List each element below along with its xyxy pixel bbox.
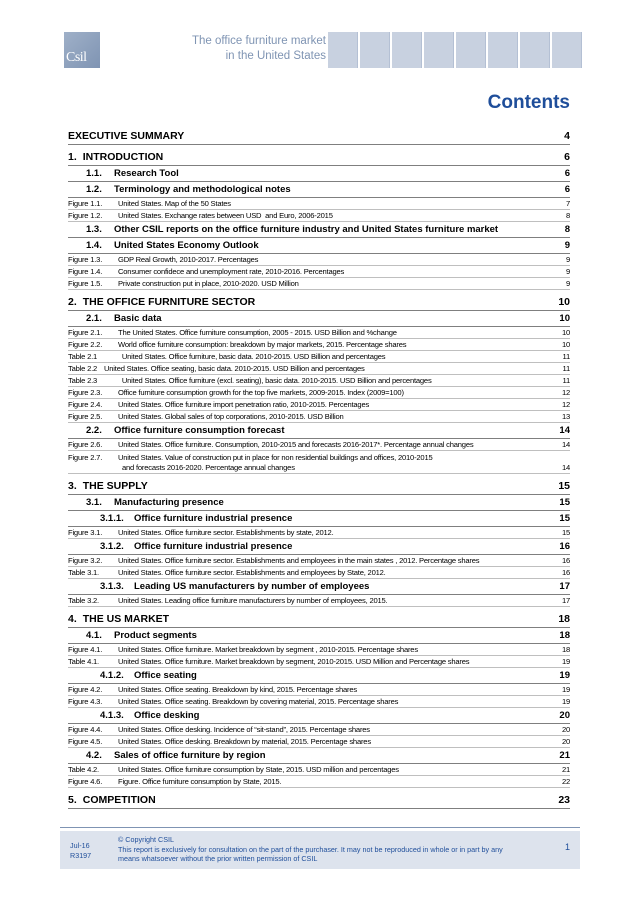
toc-entry-page: 19 xyxy=(559,669,570,681)
toc-entry-text: Office furniture industrial presence xyxy=(134,512,293,524)
toc-entry-title xyxy=(68,568,554,578)
toc-entry-page: 16 xyxy=(559,540,570,552)
toc-entry-text: Other CSIL reports on the office furniture industry and United States furniture market xyxy=(114,223,499,235)
toc-entry-page: 18 xyxy=(559,629,570,641)
toc-entry-number: Table 2.2 xyxy=(68,363,98,373)
toc-entry-number: Figure 1.3. xyxy=(68,254,103,264)
toc-entry[interactable] xyxy=(68,278,570,290)
toc-entry-text: United States. Office seating. Breakdown by covering material, 2015. Percentage shares xyxy=(118,696,399,706)
toc-entry-page: 21 xyxy=(559,749,570,761)
toc-entry-page: 18 xyxy=(561,644,570,654)
toc-entry-text: COMPETITION xyxy=(82,794,156,806)
toc-entry-text: United States Economy Outlook xyxy=(114,239,259,251)
toc-entry[interactable] xyxy=(68,411,570,423)
toc-entry[interactable] xyxy=(68,628,570,644)
toc-entry-page: 12 xyxy=(561,399,570,409)
toc-entry-text: United States. Office furniture. Market breakdown by segment, 2010-2015. USD Million and Percentage shares xyxy=(118,656,470,666)
toc-entry[interactable] xyxy=(68,311,570,327)
toc-entry-title xyxy=(68,657,554,667)
toc-entry-text-continued: and forecasts 2016-2020. Percentage annual changes xyxy=(122,463,295,472)
toc-entry-page: 9 xyxy=(565,266,570,276)
toc-entry-text: GDP Real Growth, 2010-2017. Percentages xyxy=(118,254,259,264)
toc-entry[interactable] xyxy=(68,776,570,788)
contents-heading: Contents xyxy=(487,92,570,113)
report-title xyxy=(150,34,326,64)
toc-entry-text: United States. Office furniture consumption by State, 2015. USD million and percentages xyxy=(118,764,399,774)
toc-entry-title xyxy=(100,711,554,721)
toc-entry-page: 11 xyxy=(562,351,570,361)
toc-entry-number: 3.1.3. xyxy=(100,580,124,592)
toc-entry-title xyxy=(68,211,554,221)
toc-entry-number: 3.1. xyxy=(86,496,102,508)
toc-entry[interactable] xyxy=(68,327,570,339)
toc-entry-number: Figure 4.5. xyxy=(68,736,103,746)
toc-entry-title xyxy=(68,440,554,450)
toc-entry[interactable] xyxy=(68,495,570,511)
toc-entry-text: United States. Map of the 50 States xyxy=(118,198,231,208)
toc-entry-title xyxy=(68,777,554,787)
toc-entry-number: 3. xyxy=(68,480,77,492)
toc-entry-text: United States. Leading office furniture manufacturers by number of employees, 2015. xyxy=(118,595,388,605)
toc-entry[interactable] xyxy=(68,375,570,387)
toc-entry[interactable] xyxy=(68,792,570,809)
csil-logo xyxy=(64,32,100,68)
toc-entry-text: Figure. Office furniture consumption by State, 2015. xyxy=(118,776,282,786)
toc-entry-page: 17 xyxy=(561,595,570,605)
toc-entry[interactable] xyxy=(68,668,570,684)
toc-entry-page: 19 xyxy=(561,696,570,706)
toc-entry-text: Consumer confidece and unemployment rate, 2010-2016. Percentages xyxy=(118,266,345,276)
toc-entry-page: 20 xyxy=(561,724,570,734)
toc-entry-page: 20 xyxy=(561,736,570,746)
toc-entry-text: United States. Exchange rates between USD and Euro, 2006-2015 xyxy=(118,210,333,220)
toc-entry-page: 10 xyxy=(561,339,570,349)
toc-entry-text: United States. Office seating. Breakdown by kind, 2015. Percentage shares xyxy=(118,684,357,694)
report-title-line2: in the United States xyxy=(225,50,326,62)
toc-entry-number: 2.1. xyxy=(86,312,102,324)
table-of-contents xyxy=(68,128,570,809)
page-number: 1 xyxy=(564,842,570,852)
toc-entry-text: THE OFFICE FURNITURE SECTOR xyxy=(82,296,256,308)
toc-entry[interactable] xyxy=(68,696,570,708)
toc-entry-text: United States. Global sales of top corporations, 2010-2015. USD Billion xyxy=(118,411,344,421)
header-decoration xyxy=(328,32,584,68)
toc-entry-text: Basic data xyxy=(114,312,162,324)
toc-entry-page: 15 xyxy=(561,527,570,537)
toc-entry[interactable] xyxy=(68,724,570,736)
toc-entry-title xyxy=(68,697,554,707)
toc-entry-title xyxy=(68,352,554,362)
toc-entry-page: 11 xyxy=(562,375,570,385)
toc-entry[interactable] xyxy=(68,595,570,607)
toc-entry-title xyxy=(68,614,554,624)
toc-entry-title xyxy=(100,582,554,592)
toc-entry-page: 6 xyxy=(564,167,570,179)
toc-entry-number: 1.2. xyxy=(86,183,102,195)
toc-entry[interactable] xyxy=(68,363,570,375)
toc-entry-number: 2.2. xyxy=(86,424,102,436)
footer-notice: This report is exclusively for consultation on the part of the purchaser. It may not be reproduced in whole or in part by any means whatsoever without the prior written permission of CSIL xyxy=(118,844,503,863)
toc-entry[interactable] xyxy=(68,399,570,411)
toc-entry-text: United States. Office furniture sector. Establishments and employees by State, 2012. xyxy=(118,567,386,577)
toc-entry-title xyxy=(86,751,554,761)
toc-entry-number: Table 3.2. xyxy=(68,595,99,605)
toc-entry-text: Office furniture industrial presence xyxy=(134,540,293,552)
toc-entry[interactable] xyxy=(68,149,570,166)
toc-entry-text: INTRODUCTION xyxy=(82,151,164,163)
toc-entry-number: Figure 4.1. xyxy=(68,644,103,654)
toc-entry-text: United States. Value of construction put in place for non residential buildings and offices, 2010-2015 xyxy=(118,453,433,462)
toc-entry-number: Figure 3.1. xyxy=(68,527,103,537)
footer-divider xyxy=(60,827,580,828)
toc-entry-text: United States. Office furniture sector. Establishments by state, 2012. xyxy=(118,527,334,537)
toc-entry-page: 4 xyxy=(564,130,570,142)
toc-entry-page: 22 xyxy=(561,776,570,786)
toc-entry-text: Manufacturing presence xyxy=(114,496,224,508)
toc-entry-number: Table 2.1 xyxy=(68,351,98,361)
toc-entry[interactable] xyxy=(68,423,570,439)
toc-entry-title xyxy=(68,412,554,422)
toc-entry-title xyxy=(68,267,554,277)
toc-entry-number: Figure 3.2. xyxy=(68,555,103,565)
toc-entry-page: 15 xyxy=(559,496,570,508)
toc-entry-title xyxy=(68,725,554,735)
toc-entry-page: 10 xyxy=(558,296,570,308)
toc-entry-text: United States. Office furniture import penetration ratio, 2010-2015. Percentages xyxy=(118,399,370,409)
toc-entry[interactable] xyxy=(68,478,570,495)
toc-entry-title xyxy=(68,340,554,350)
toc-entry-text: THE US MARKET xyxy=(82,613,170,625)
toc-entry[interactable] xyxy=(68,128,570,145)
toc-entry-text: Office seating xyxy=(134,669,197,681)
toc-entry-number: 3.1.2. xyxy=(100,540,124,552)
toc-entry-title xyxy=(86,314,554,324)
footer-copyright-block xyxy=(118,835,518,864)
toc-entry-page: 11 xyxy=(562,363,570,373)
toc-entry-page: 14 xyxy=(561,463,570,472)
toc-entry[interactable] xyxy=(68,222,570,238)
toc-entry[interactable] xyxy=(68,656,570,668)
toc-entry-number: 4.1.2. xyxy=(100,669,124,681)
toc-entry-page: 18 xyxy=(558,613,570,625)
toc-entry-number: Figure 2.3. xyxy=(68,387,103,397)
toc-entry-number: Figure 4.4. xyxy=(68,724,103,734)
toc-entry-title xyxy=(68,199,554,209)
toc-entry[interactable] xyxy=(68,579,570,595)
toc-entry-number: 3.1.1. xyxy=(100,512,124,524)
toc-entry-title xyxy=(86,185,554,195)
toc-entry-title xyxy=(68,255,554,265)
toc-entry-title xyxy=(68,297,554,307)
toc-entry[interactable] xyxy=(68,182,570,198)
toc-entry-page: 10 xyxy=(559,312,570,324)
toc-entry-title xyxy=(68,795,554,805)
toc-entry-text: Leading US manufacturers by number of employees xyxy=(134,580,370,592)
toc-entry[interactable] xyxy=(68,210,570,222)
toc-entry-title xyxy=(68,328,554,338)
toc-entry-number: Figure 1.4. xyxy=(68,266,103,276)
toc-entry-title xyxy=(86,426,554,436)
toc-entry-title xyxy=(100,514,554,524)
logo-text: Csil xyxy=(66,50,87,65)
toc-entry-title xyxy=(68,131,554,141)
toc-entry-title xyxy=(68,453,554,473)
toc-entry-page: 17 xyxy=(559,580,570,592)
toc-entry-page: 12 xyxy=(561,387,570,397)
toc-entry-number: Table 3.1. xyxy=(68,567,99,577)
toc-entry-text: Office furniture consumption growth for the top five markets, 2009-2015. Index (2009=100) xyxy=(118,387,404,397)
toc-entry-page: 7 xyxy=(565,198,570,208)
toc-entry-title xyxy=(68,685,554,695)
toc-entry-number: Figure 4.2. xyxy=(68,684,103,694)
toc-entry[interactable] xyxy=(68,266,570,278)
toc-entry-title xyxy=(68,279,554,289)
toc-entry-number: Table 4.2. xyxy=(68,764,99,774)
toc-entry-title xyxy=(86,631,554,641)
page-footer xyxy=(60,831,580,869)
toc-entry-page: 9 xyxy=(565,278,570,288)
toc-entry-text: United States. Office desking. Breakdown by material, 2015. Percentage shares xyxy=(118,736,371,746)
toc-entry-title xyxy=(68,556,554,566)
toc-entry-title xyxy=(68,152,554,162)
toc-entry-title xyxy=(68,364,554,374)
footer-date: Jul-16 xyxy=(70,841,90,850)
toc-entry-number: Figure 1.2. xyxy=(68,210,103,220)
toc-entry[interactable] xyxy=(68,736,570,748)
toc-entry-title xyxy=(68,388,554,398)
toc-entry-text: EXECUTIVE SUMMARY xyxy=(68,130,185,142)
toc-entry-number: 1.1. xyxy=(86,167,102,179)
toc-entry[interactable] xyxy=(68,567,570,579)
toc-entry-page: 19 xyxy=(561,656,570,666)
toc-entry-text: United States. Office seating, basic data. 2010-2015. USD Billion and percentages xyxy=(104,363,365,373)
toc-entry-number: 1. xyxy=(68,151,77,163)
toc-entry-page: 9 xyxy=(565,254,570,264)
toc-entry-title xyxy=(86,241,554,251)
toc-entry-number: 4.1. xyxy=(86,629,102,641)
toc-entry-number: 2. xyxy=(68,296,77,308)
toc-entry-title xyxy=(68,645,554,655)
toc-entry-number: Table 4.1. xyxy=(68,656,99,666)
toc-entry[interactable] xyxy=(68,555,570,567)
toc-entry-text: THE SUPPLY xyxy=(82,480,148,492)
toc-entry-page: 16 xyxy=(561,567,570,577)
toc-entry-text: United States. Office furniture. Consumption, 2010-2015 and forecasts 2016-2017*. Percentage annual changes xyxy=(118,439,474,449)
toc-entry-text: United States. Office furniture. Market breakdown by segment , 2010-2015. Percentage shares xyxy=(118,644,418,654)
toc-entry-page: 21 xyxy=(561,764,570,774)
toc-entry[interactable] xyxy=(68,539,570,555)
toc-entry-number: 5. xyxy=(68,794,77,806)
footer-report-code: R3197 xyxy=(70,851,92,860)
toc-entry[interactable] xyxy=(68,166,570,182)
toc-entry-title xyxy=(68,765,554,775)
footer-copyright: © Copyright CSIL xyxy=(118,835,175,844)
toc-entry-title xyxy=(86,498,554,508)
toc-entry-number: Table 2.3 xyxy=(68,375,98,385)
toc-entry-text: Product segments xyxy=(114,629,197,641)
toc-entry-text: United States. Office furniture sector. Establishments and employees in the main states , 2012. Percentage shares xyxy=(118,555,480,565)
toc-entry-number: Figure 2.1. xyxy=(68,327,103,337)
toc-entry-title xyxy=(68,400,554,410)
footer-date-block xyxy=(70,841,91,861)
toc-entry-text: United States. Office desking. Incidence of “sit-stand”, 2015. Percentage shares xyxy=(118,724,370,734)
toc-entry-text: United States. Office furniture, basic data. 2010-2015. USD Billion and percentages xyxy=(118,351,386,361)
toc-entry-number: Figure 1.5. xyxy=(68,278,103,288)
toc-entry-title xyxy=(68,376,554,386)
toc-entry-page: 14 xyxy=(561,439,570,449)
toc-entry-title xyxy=(100,671,554,681)
toc-entry[interactable] xyxy=(68,339,570,351)
toc-entry[interactable] xyxy=(68,511,570,527)
toc-entry-title xyxy=(100,542,554,552)
toc-entry-number: Figure 2.6. xyxy=(68,439,103,449)
toc-entry[interactable] xyxy=(68,198,570,210)
toc-entry-text: The United States. Office furniture consumption, 2005 - 2015. USD Billion and %change xyxy=(118,327,397,337)
toc-entry-title xyxy=(68,481,554,491)
toc-entry-page: 15 xyxy=(559,512,570,524)
toc-entry-title xyxy=(86,225,554,235)
toc-entry[interactable] xyxy=(68,254,570,266)
toc-entry[interactable] xyxy=(68,387,570,399)
toc-entry-page: 15 xyxy=(558,480,570,492)
toc-entry[interactable] xyxy=(68,527,570,539)
toc-entry[interactable] xyxy=(68,611,570,628)
toc-entry-text: Office furniture consumption forecast xyxy=(114,424,285,436)
toc-entry[interactable] xyxy=(68,451,570,474)
toc-entry-number: 4.2. xyxy=(86,749,102,761)
toc-entry-page: 16 xyxy=(561,555,570,565)
toc-entry-page: 6 xyxy=(564,183,570,195)
toc-entry-text: Terminology and methodological notes xyxy=(114,183,291,195)
toc-entry-number: Figure 2.5. xyxy=(68,411,103,421)
toc-entry-title xyxy=(86,169,554,179)
toc-entry[interactable] xyxy=(68,748,570,764)
toc-entry-page: 9 xyxy=(564,239,570,251)
toc-entry-number: 1.3. xyxy=(86,223,102,235)
toc-entry-page: 10 xyxy=(561,327,570,337)
toc-entry-page: 8 xyxy=(564,223,570,235)
toc-entry-number: Figure 2.7. xyxy=(68,453,103,462)
toc-entry[interactable] xyxy=(68,238,570,254)
toc-entry-number: 4. xyxy=(68,613,77,625)
toc-entry[interactable] xyxy=(68,644,570,656)
toc-entry-text: Sales of office furniture by region xyxy=(114,749,266,761)
toc-entry-text: World office furniture consumption: breakdown by major markets, 2015. Percentage shares xyxy=(118,339,407,349)
toc-entry-page: 8 xyxy=(565,210,570,220)
report-title-line1: The office furniture market xyxy=(191,35,326,47)
toc-entry-page: 19 xyxy=(561,684,570,694)
toc-entry[interactable] xyxy=(68,764,570,776)
toc-entry[interactable] xyxy=(68,708,570,724)
toc-entry-number: 1.4. xyxy=(86,239,102,251)
toc-entry-number: Figure 4.3. xyxy=(68,696,103,706)
toc-entry[interactable] xyxy=(68,294,570,311)
toc-entry-title xyxy=(68,737,554,747)
toc-entry-page: 14 xyxy=(559,424,570,436)
toc-entry-number: Figure 2.4. xyxy=(68,399,103,409)
toc-entry-title xyxy=(68,596,554,606)
toc-entry-number: Figure 4.6. xyxy=(68,776,103,786)
toc-entry-text: Private construction put in place, 2010-2020. USD Million xyxy=(118,278,299,288)
toc-entry[interactable] xyxy=(68,351,570,363)
toc-entry[interactable] xyxy=(68,684,570,696)
toc-entry[interactable] xyxy=(68,439,570,451)
toc-entry-page: 6 xyxy=(564,151,570,163)
toc-entry-text: United States. Office furniture (excl. seating), basic data. 2010-2015. USD Billion and percentages xyxy=(118,375,432,385)
toc-entry-title xyxy=(68,528,554,538)
toc-entry-number: Figure 1.1. xyxy=(68,198,103,208)
toc-entry-page: 13 xyxy=(561,411,570,421)
toc-entry-text: Research Tool xyxy=(114,167,179,179)
toc-entry-page: 20 xyxy=(559,709,570,721)
toc-entry-number: 4.1.3. xyxy=(100,709,124,721)
toc-entry-number: Figure 2.2. xyxy=(68,339,103,349)
toc-entry-page: 23 xyxy=(558,794,570,806)
toc-entry-text: Office desking xyxy=(134,709,200,721)
